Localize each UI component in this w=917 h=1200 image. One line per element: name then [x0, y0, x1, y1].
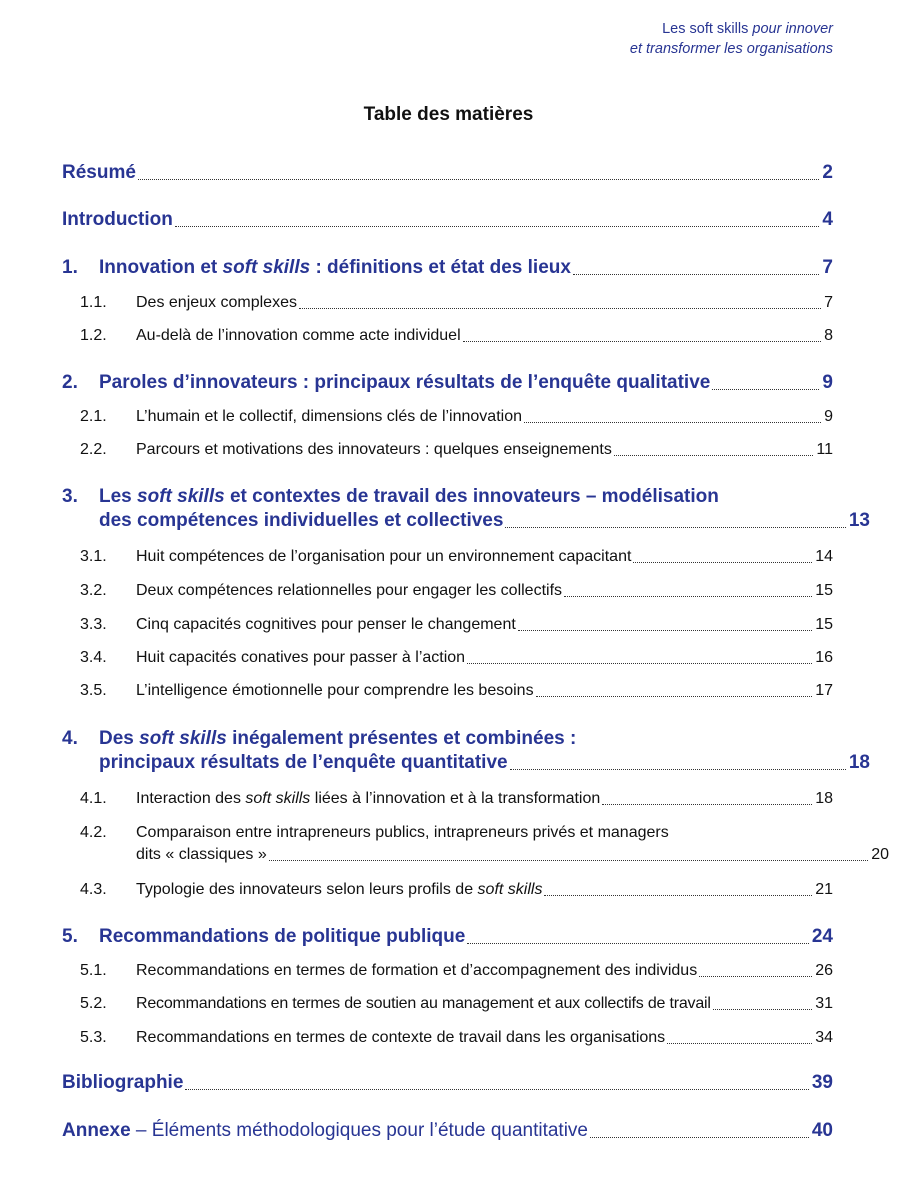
toc-entry-section-1-1[interactable]	[80, 292, 833, 314]
toc-page-number: 40	[811, 1120, 833, 1141]
toc-entry-title: Recommandations en termes de contexte de travail dans les organisations	[136, 1029, 666, 1046]
toc-entry-title: Paroles d’innovateurs : principaux résultats de l’enquête qualitative	[99, 372, 711, 393]
toc-entry-section-5-1[interactable]	[80, 960, 833, 982]
leader-dots	[713, 1009, 812, 1010]
header-text: soft skills	[689, 21, 749, 37]
toc-entry-title: Recommandations en termes de formation et d’accompagnement des individus	[136, 962, 698, 979]
toc-entry-title: Résumé	[62, 162, 136, 183]
toc-page-number: 13	[848, 510, 870, 531]
toc-entry-chapter-1[interactable]	[62, 256, 833, 280]
toc-entry-chapter-2[interactable]	[62, 371, 833, 395]
toc-entry-chapter-4[interactable]	[62, 727, 870, 775]
toc-entry-title: Typologie des innovateurs selon leurs profils de soft skills	[136, 881, 543, 898]
toc-entry-section-2-2[interactable]	[80, 439, 833, 461]
toc-page-number: 16	[815, 649, 833, 666]
toc-entry-section-4-1[interactable]	[80, 788, 833, 810]
toc-page-number: 18	[815, 790, 833, 807]
leader-dots	[667, 1043, 812, 1044]
toc-entry-introduction[interactable]	[62, 208, 833, 232]
toc-entry-number: 3.2.	[80, 582, 107, 599]
toc-page-number: 7	[822, 257, 833, 278]
leader-dots	[544, 895, 812, 896]
toc-entry-title: Huit compétences de l’organisation pour un environnement capacitant	[136, 548, 632, 565]
leader-dots	[175, 226, 820, 227]
leader-dots	[510, 769, 846, 770]
toc-entry-number: 2.1.	[80, 408, 107, 425]
toc-entry-title-continued: principaux résultats de l’enquête quantitative	[99, 752, 508, 773]
leader-dots	[467, 663, 812, 664]
toc-entry-number: 2.2.	[80, 441, 107, 458]
toc-page-number: 2	[822, 162, 833, 183]
leader-dots	[564, 596, 812, 597]
toc-page-number: 26	[815, 962, 833, 979]
toc-entry-section-3-3[interactable]	[80, 614, 833, 636]
toc-entry-title: Deux compétences relationnelles pour engager les collectifs	[136, 582, 563, 599]
toc-entry-number: 4.	[62, 728, 78, 749]
toc-entry-title: L’intelligence émotionnelle pour comprendre les besoins	[136, 682, 534, 699]
toc-entry-title: Au-delà de l’innovation comme acte individuel	[136, 327, 461, 344]
toc-entry-section-5-3[interactable]	[80, 1027, 833, 1049]
leader-dots	[524, 422, 821, 423]
toc-page-number: 20	[871, 846, 889, 863]
toc-page-number: 18	[848, 752, 870, 773]
leader-dots	[614, 455, 814, 456]
toc-entry-section-4-2[interactable]	[80, 822, 889, 866]
toc-entry-number: 1.1.	[80, 294, 107, 311]
toc-entry-section-3-5[interactable]	[80, 680, 833, 702]
toc-page-number: 24	[811, 926, 833, 947]
toc-entry-number: 3.3.	[80, 616, 107, 633]
toc-entry-section-3-2[interactable]	[80, 580, 833, 602]
toc-entry-title: Bibliographie	[62, 1072, 184, 1093]
toc-page-number: 15	[815, 582, 833, 599]
leader-dots	[138, 179, 820, 180]
toc-entry-title: 3. Les soft skills et contextes de travail des innovateurs – modélisation	[62, 486, 719, 507]
toc-entry-chapter-5[interactable]	[62, 925, 833, 949]
leader-dots	[463, 341, 821, 342]
toc-entry-number: 5.3.	[80, 1029, 107, 1046]
toc-entry-section-4-3[interactable]	[80, 879, 833, 901]
header-text: pour innover	[752, 21, 833, 37]
toc-entry-section-2-1[interactable]	[80, 406, 833, 428]
toc-entry-number: 2.	[62, 372, 78, 393]
leader-dots	[518, 630, 812, 631]
toc-entry-number: 5.1.	[80, 962, 107, 979]
toc-entry-number: 3.	[62, 486, 78, 507]
toc-entry-resume[interactable]	[62, 161, 833, 185]
toc-entry-title-continued: des compétences individuelles et collectives	[99, 510, 504, 531]
toc-entry-section-3-4[interactable]	[80, 647, 833, 669]
toc-entry-title: Huit capacités conatives pour passer à l’action	[136, 649, 466, 666]
leader-dots	[712, 389, 819, 390]
toc-page-number: 9	[824, 408, 833, 425]
toc-entry-number: 3.5.	[80, 682, 107, 699]
toc-entry-title: Interaction des soft skills liées à l’innovation et à la transformation	[136, 790, 601, 807]
toc-entry-number: 5.	[62, 926, 78, 947]
leader-dots	[602, 804, 812, 805]
toc-page-number: 21	[815, 881, 833, 898]
page-title: Table des matières	[363, 104, 534, 125]
toc-entry-section-5-2[interactable]	[80, 993, 833, 1015]
toc-entry-section-3-1[interactable]	[80, 546, 833, 568]
toc-page-number: 31	[815, 995, 833, 1012]
toc-page-number: 17	[815, 682, 833, 699]
toc-page-number: 7	[824, 294, 833, 311]
toc-page-number: 15	[815, 616, 833, 633]
toc-entry-number: 3.4.	[80, 649, 107, 666]
toc-entry-title: Recommandations en termes de soutien au management et aux collectifs de travail	[136, 995, 711, 1012]
toc-entry-number: 5.2.	[80, 995, 107, 1012]
toc-entry-bibliographie[interactable]	[62, 1071, 833, 1095]
toc-page-number: 39	[811, 1072, 833, 1093]
header-text: et transformer les organisations	[629, 41, 833, 57]
toc-entry-title: Recommandations de politique publique	[99, 926, 466, 947]
toc-entry-annexe[interactable]	[62, 1119, 833, 1143]
toc-entry-chapter-3[interactable]	[62, 485, 870, 533]
leader-dots	[536, 696, 813, 697]
toc-page-number: 34	[815, 1029, 833, 1046]
leader-dots	[699, 976, 812, 977]
toc-entry-title: Introduction	[62, 209, 173, 230]
toc-entry-title: 4. Des soft skills inégalement présentes et combinées :	[62, 728, 577, 749]
toc-entry-title-continued: dits « classiques »	[136, 846, 267, 863]
toc-entry-number: 4.3.	[80, 881, 107, 898]
toc-entry-title: Cinq capacités cognitives pour penser le changement	[136, 616, 516, 633]
toc-entry-title: Des enjeux complexes	[136, 294, 297, 311]
toc-entry-title: Annexe – Éléments méthodologiques pour l’étude quantitative	[62, 1120, 588, 1141]
toc-entry-number: 1.	[62, 257, 78, 278]
toc-page-number: 9	[822, 372, 833, 393]
toc-entry-number: 4.2.	[80, 824, 107, 841]
toc-entry-title: Innovation et soft skills : définitions et état des lieux	[99, 257, 571, 278]
toc-entry-number: 3.1.	[80, 548, 107, 565]
toc-entry-section-1-2[interactable]	[80, 325, 833, 347]
toc-entry-number: 4.1.	[80, 790, 107, 807]
running-header	[630, 19, 833, 59]
toc-page-number: 4	[822, 209, 833, 230]
toc-entry-number: 1.2.	[80, 327, 107, 344]
toc-entry-title: 4.2. Comparaison entre intrapreneurs publics, intrapreneurs privés et managers	[80, 822, 669, 844]
toc-page-number: 8	[824, 327, 833, 344]
toc-entry-title: L’humain et le collectif, dimensions clés de l’innovation	[136, 408, 522, 425]
leader-dots	[299, 308, 821, 309]
leader-dots	[590, 1137, 809, 1138]
leader-dots	[269, 860, 868, 861]
leader-dots	[505, 527, 845, 528]
leader-dots	[633, 562, 812, 563]
toc-entry-title: Parcours et motivations des innovateurs : quelques enseignements	[136, 441, 612, 458]
toc-page-number: 11	[816, 441, 833, 458]
header-text: Les	[662, 21, 686, 37]
toc-page-number: 14	[815, 548, 833, 565]
leader-dots	[573, 274, 819, 275]
leader-dots	[467, 943, 809, 944]
leader-dots	[185, 1089, 808, 1090]
